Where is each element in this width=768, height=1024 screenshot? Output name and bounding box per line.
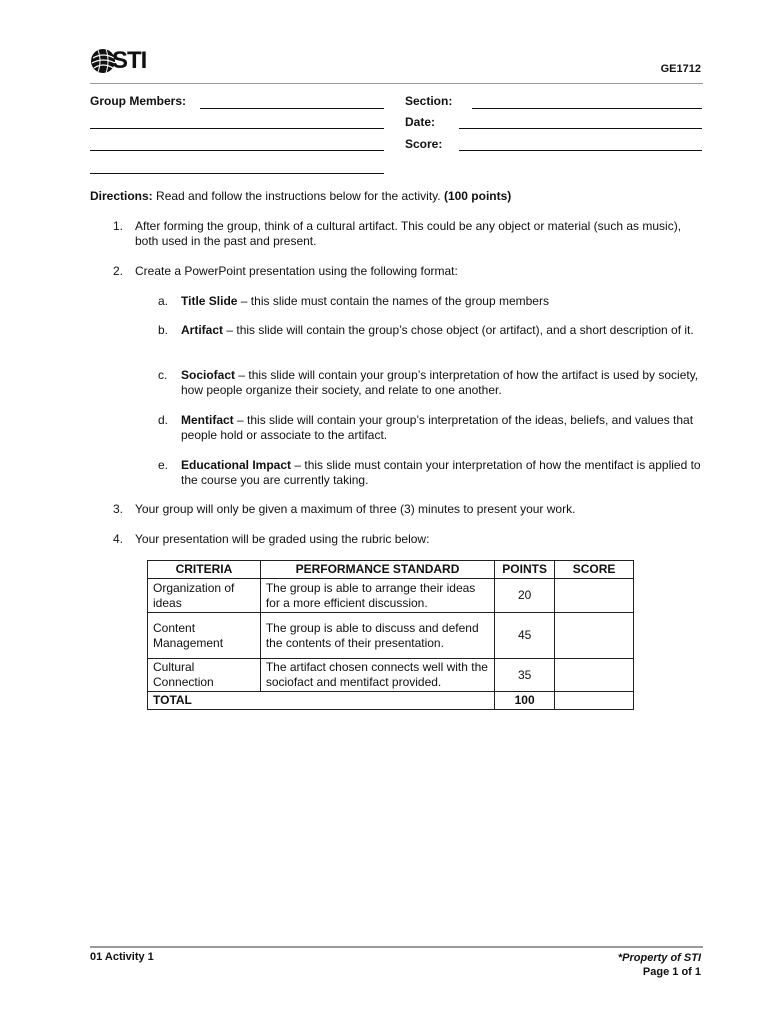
footer-page: Page 1 of 1 <box>642 966 701 978</box>
slide-desc: – this slide will contain your group’s interpretation of how the artifact is used by society, how people organize their society, and relate to one another. <box>181 368 699 397</box>
score-line[interactable] <box>459 150 702 151</box>
instruction-number: 3. <box>113 502 124 516</box>
instruction-text: After forming the group, think of a cultural artifact. This could be any object or material (such as music), both used in the past and present. <box>135 219 682 248</box>
score-cell[interactable] <box>555 579 634 613</box>
section-line[interactable] <box>472 108 702 109</box>
slide-letter: a. <box>158 294 169 308</box>
slide-item-mentifact <box>181 413 703 443</box>
column-header: POINTS <box>495 561 555 579</box>
slide-desc: – this slide must contain your interpretation of how the mentifact is applied to the course you are currently taking. <box>181 458 701 487</box>
slide-letter: d. <box>158 413 169 427</box>
column-header: PERFORMANCE STANDARD <box>260 561 494 579</box>
directions-points: (100 points) <box>443 189 512 203</box>
group-member-line-1[interactable] <box>200 108 384 109</box>
criteria-cell: Organization of ideas <box>148 579 261 613</box>
slide-desc: – this slide will contain the group’s chose object (or artifact), and a short description of it. <box>223 323 694 337</box>
footer-activity: 01 Activity 1 <box>90 951 154 963</box>
slide-letter: b. <box>158 323 169 337</box>
document-code: GE1712 <box>660 63 701 75</box>
date-label: Date: <box>405 115 436 129</box>
slide-item-sociofact <box>181 368 703 398</box>
total-row <box>148 692 634 710</box>
directions-text: Read and follow the instructions below for the activity. <box>152 189 444 203</box>
footer-right <box>618 951 701 979</box>
table-row <box>148 613 634 659</box>
date-line[interactable] <box>459 128 702 129</box>
directions-label: Directions: <box>90 189 153 203</box>
slide-title: Mentifact <box>181 413 234 427</box>
points-cell: 20 <box>495 579 555 613</box>
slide-desc: – this slide must contain the names of the group members <box>237 294 549 308</box>
table-row <box>148 659 634 692</box>
directions <box>90 189 702 203</box>
column-header: CRITERIA <box>148 561 261 579</box>
slide-title: Educational Impact <box>181 458 292 472</box>
total-points: 100 <box>495 692 555 710</box>
instruction-number: 2. <box>113 264 124 278</box>
score-label: Score: <box>405 137 443 151</box>
rubric-header-row <box>148 561 634 579</box>
instruction-text: Your group will only be given a maximum of three (3) minutes to present your work. <box>135 502 576 516</box>
logo-text: STI <box>112 47 147 74</box>
sti-logo <box>90 46 150 76</box>
slide-title: Sociofact <box>181 368 236 382</box>
slide-desc: – this slide will contain your group’s interpretation of the ideas, beliefs, and values that people hold or associate to the artifact. <box>181 413 694 442</box>
table-row <box>148 579 634 613</box>
points-cell: 35 <box>495 659 555 692</box>
instruction-text: Create a PowerPoint presentation using the following format: <box>135 264 458 278</box>
standard-cell: The group is able to discuss and defend the contents of their presentation. <box>260 613 494 659</box>
standard-cell: The group is able to arrange their ideas for a more efficient discussion. <box>260 579 494 613</box>
criteria-cell: Cultural Connection <box>148 659 261 692</box>
footer-divider <box>90 946 703 948</box>
score-cell[interactable] <box>555 659 634 692</box>
total-label: TOTAL <box>148 692 495 710</box>
slide-letter: e. <box>158 458 169 472</box>
slide-item-title <box>181 294 703 309</box>
points-cell: 45 <box>495 613 555 659</box>
instruction-number: 1. <box>113 219 124 233</box>
score-cell[interactable] <box>555 613 634 659</box>
section-label: Section: <box>405 94 453 108</box>
footer-property: *Property of STI <box>617 952 701 964</box>
standard-cell: The artifact chosen connects well with the sociofact and mentifact provided. <box>260 659 494 692</box>
slide-item-educational-impact <box>181 458 703 488</box>
instruction-text: Your presentation will be graded using the rubric below: <box>135 532 430 546</box>
group-member-line-4[interactable] <box>90 173 384 174</box>
criteria-cell: Content Management <box>148 613 261 659</box>
slide-letter: c. <box>158 368 168 382</box>
slide-title: Title Slide <box>181 294 238 308</box>
total-score-cell[interactable] <box>555 692 634 710</box>
group-member-line-3[interactable] <box>90 150 384 151</box>
group-members-label: Group Members: <box>90 94 187 108</box>
instruction-number: 4. <box>113 532 124 546</box>
column-header: SCORE <box>555 561 634 579</box>
rubric-table <box>147 560 634 710</box>
slide-item-artifact <box>181 323 703 338</box>
slide-title: Artifact <box>181 323 224 337</box>
header-divider <box>90 83 703 84</box>
group-member-line-2[interactable] <box>90 128 384 129</box>
